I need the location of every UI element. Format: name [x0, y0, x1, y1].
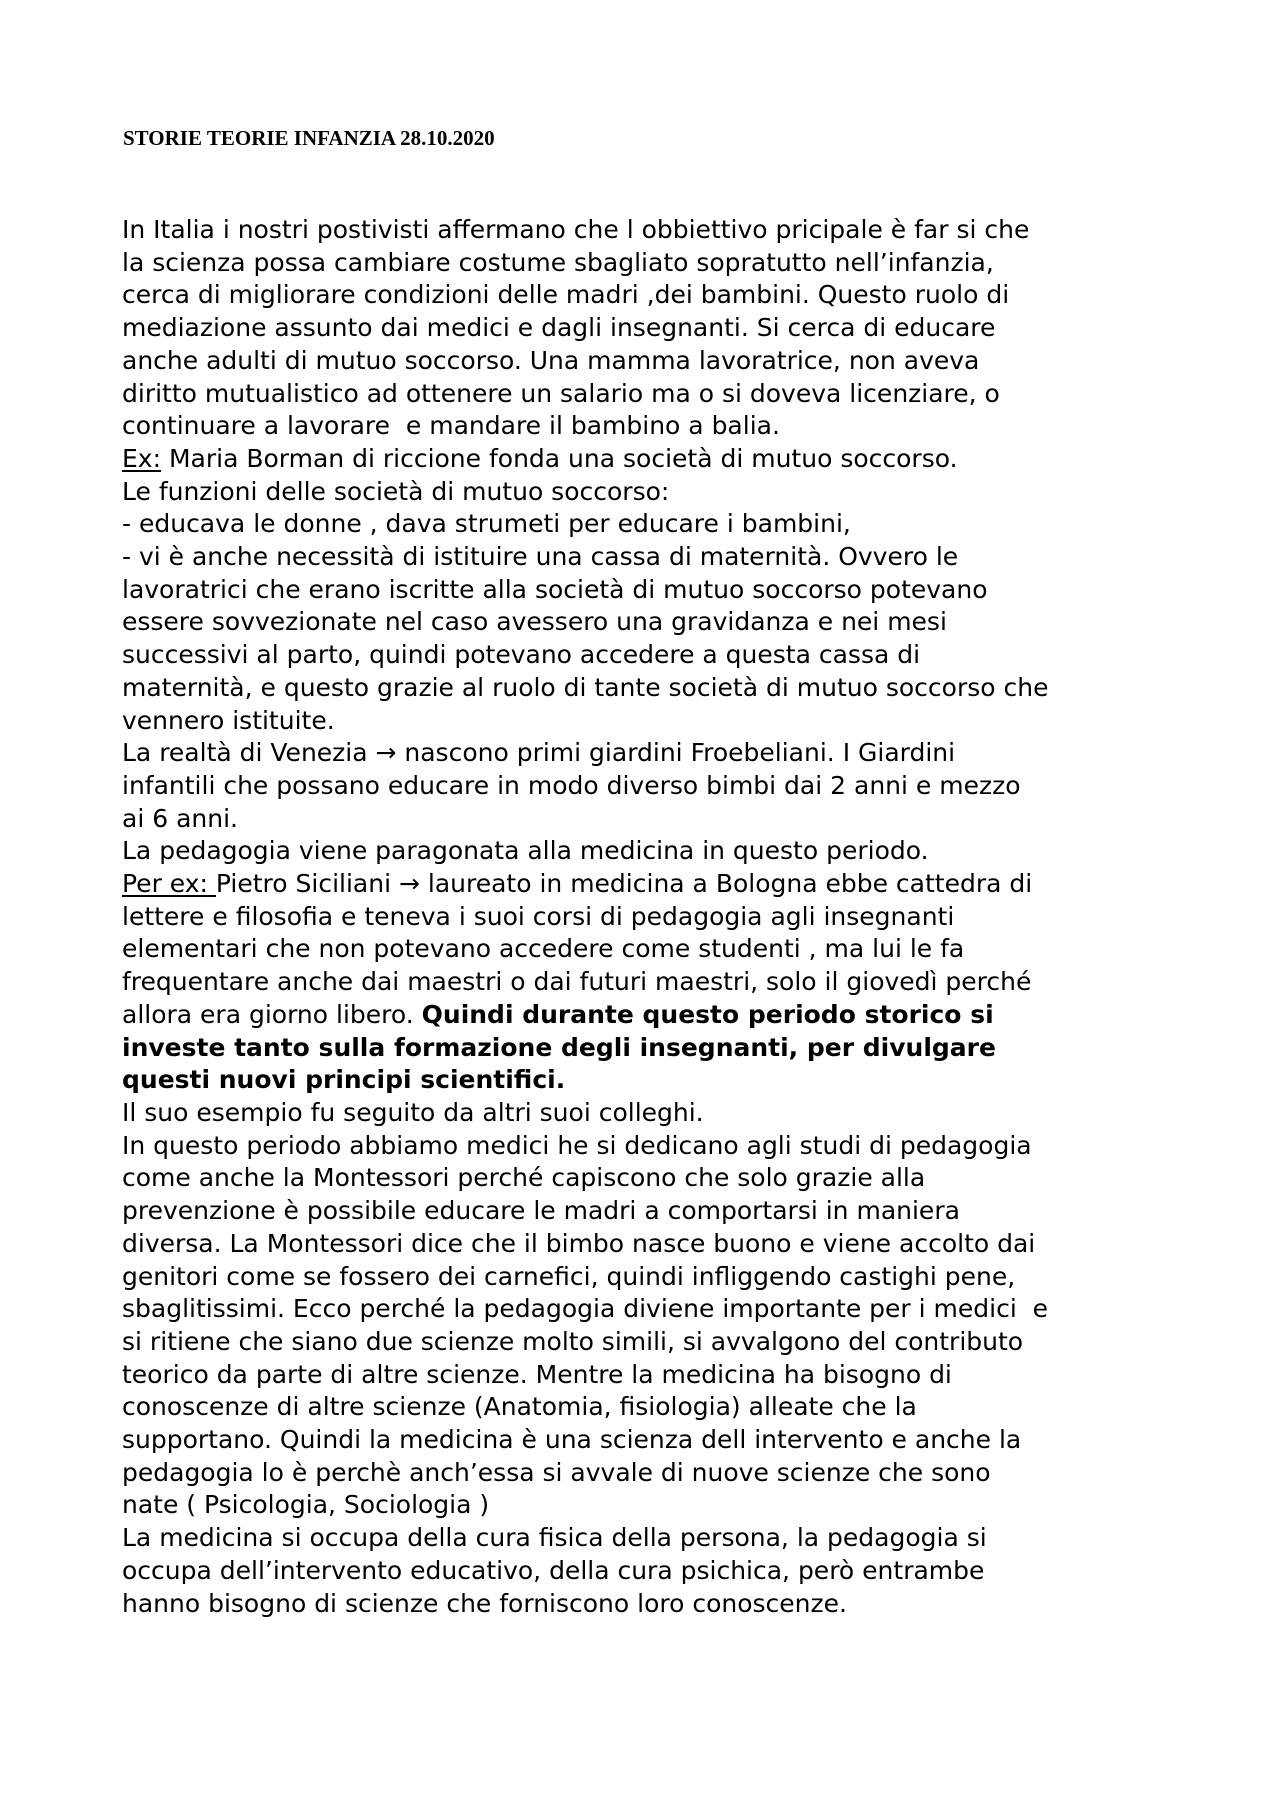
text-line: La pedagogia viene paragonata alla medicina in questo periodo. — [122, 836, 929, 866]
text-line: cerca di migliorare condizioni delle madri ,dei bambini. Questo ruolo di — [122, 280, 1010, 310]
text-line: teorico da parte di altre scienze. Mentre la medicina ha bisogno di — [122, 1359, 952, 1389]
text-line: sbaglitissimi. Ecco perché la pedagogia diviene importante per i medici e — [122, 1294, 1049, 1324]
text-line: vennero istituite. — [122, 705, 335, 735]
text-line: la scienza possa cambiare costume sbagliato sopratutto nell’infanzia, — [122, 247, 994, 277]
text-line: - vi è anche necessità di istituire una cassa di maternità. Ovvero le — [122, 542, 959, 572]
text-line: lavoratrici che erano iscritte alla società di mutuo soccorso potevano — [122, 574, 988, 604]
text-line: nate ( Psicologia, Sociologia ) — [122, 1490, 490, 1520]
text-line: continuare a lavorare e mandare il bambino a balia. — [122, 411, 780, 441]
text-line: ai 6 anni. — [122, 803, 238, 833]
text-line: come anche la Montessori perché capiscono che solo grazie alla — [122, 1163, 926, 1193]
text-line — [122, 443, 1182, 476]
text-line — [122, 999, 1182, 1032]
text-line: hanno bisogno di scienze che forniscono loro conoscenze. — [122, 1588, 847, 1618]
text-line: mediazione assunto dai medici e dagli insegnanti. Si cerca di educare — [122, 313, 996, 343]
text-line: maternità, e questo grazie al ruolo di tante società di mutuo soccorso che — [122, 672, 1049, 702]
underlined-label: Ex: — [122, 443, 162, 473]
text-line: lettere e filosofia e teneva i suoi corsi di pedagogia agli insegnanti — [122, 901, 955, 931]
text-line: In Italia i nostri postivisti affermano che l obbiettivo pricipale è far si che — [122, 215, 1030, 244]
text-line — [122, 1064, 1182, 1097]
bold-text: Quindi durante questo periodo storico si — [421, 999, 994, 1029]
underlined-label: Per ex: — [122, 869, 216, 899]
text-line: pedagogia lo è perchè anch’essa si avvale di nuove scienze che sono — [122, 1457, 991, 1487]
text-line: La medicina si occupa della cura fisica della persona, la pedagogia si — [122, 1523, 987, 1553]
text-line: La realtà di Venezia → nascono primi giardini Froebeliani. I Giardini — [122, 738, 956, 768]
bold-text: questi nuovi principi scientifici. — [122, 1065, 566, 1095]
text-line: infantili che possano educare in modo diverso bimbi dai 2 anni e mezzo — [122, 770, 1021, 800]
text-line: genitori come se fossero dei carnefici, quindi infliggendo castighi pene, — [122, 1261, 1016, 1291]
text-line: In questo periodo abbiamo medici he si dedicano agli studi di pedagogia — [122, 1130, 1032, 1160]
text-line: successivi al parto, quindi potevano accedere a questa cassa di — [122, 640, 921, 670]
line-text: allora era giorno libero. — [122, 999, 422, 1029]
line-text: Maria Borman di riccione fonda una società di mutuo soccorso. — [161, 443, 958, 473]
text-line: occupa dell’intervento educativo, della cura psichica, però entrambe — [122, 1555, 985, 1585]
bold-text: investe tanto sulla formazione degli insegnanti, per divulgare — [122, 1032, 996, 1062]
text-line: anche adulti di mutuo soccorso. Una mamma lavoratrice, non aveva — [122, 345, 980, 375]
text-line: conoscenze di altre scienze (Anatomia, fisiologia) alleate che la — [122, 1392, 917, 1422]
text-line: frequentare anche dai maestri o dai futuri maestri, solo il giovedì perché — [122, 967, 1032, 997]
text-line: si ritiene che siano due scienze molto simili, si avvalgono del contributo — [122, 1326, 1024, 1356]
text-line: prevenzione è possibile educare le madri a comportarsi in maniera — [122, 1196, 960, 1226]
text-line: Le funzioni delle società di mutuo soccorso: — [122, 476, 670, 506]
text-line — [122, 868, 1182, 901]
text-line: - educava le donne , dava strumeti per educare i bambini, — [122, 509, 851, 539]
document-body — [122, 214, 1182, 1620]
line-text: Pietro Siciliani → laureato in medicina a Bologna ebbe cattedra di — [215, 869, 1033, 899]
text-line: diversa. La Montessori dice che il bimbo nasce buono e viene accolto dai — [122, 1228, 1036, 1258]
text-line: diritto mutualistico ad ottenere un salario ma o si doveva licenziare, o — [122, 378, 1000, 408]
document-title: STORIE TEORIE INFANZIA 28.10.2020 — [123, 126, 495, 150]
text-line — [122, 1032, 1182, 1065]
text-line: Il suo esempio fu seguito da altri suoi colleghi. — [122, 1097, 704, 1127]
text-line: elementari che non potevano accedere come studenti , ma lui le fa — [122, 934, 965, 964]
text-line: essere sovvezionate nel caso avessero una gravidanza e nei mesi — [122, 607, 947, 637]
text-line: supportano. Quindi la medicina è una scienza dell intervento e anche la — [122, 1425, 1022, 1455]
